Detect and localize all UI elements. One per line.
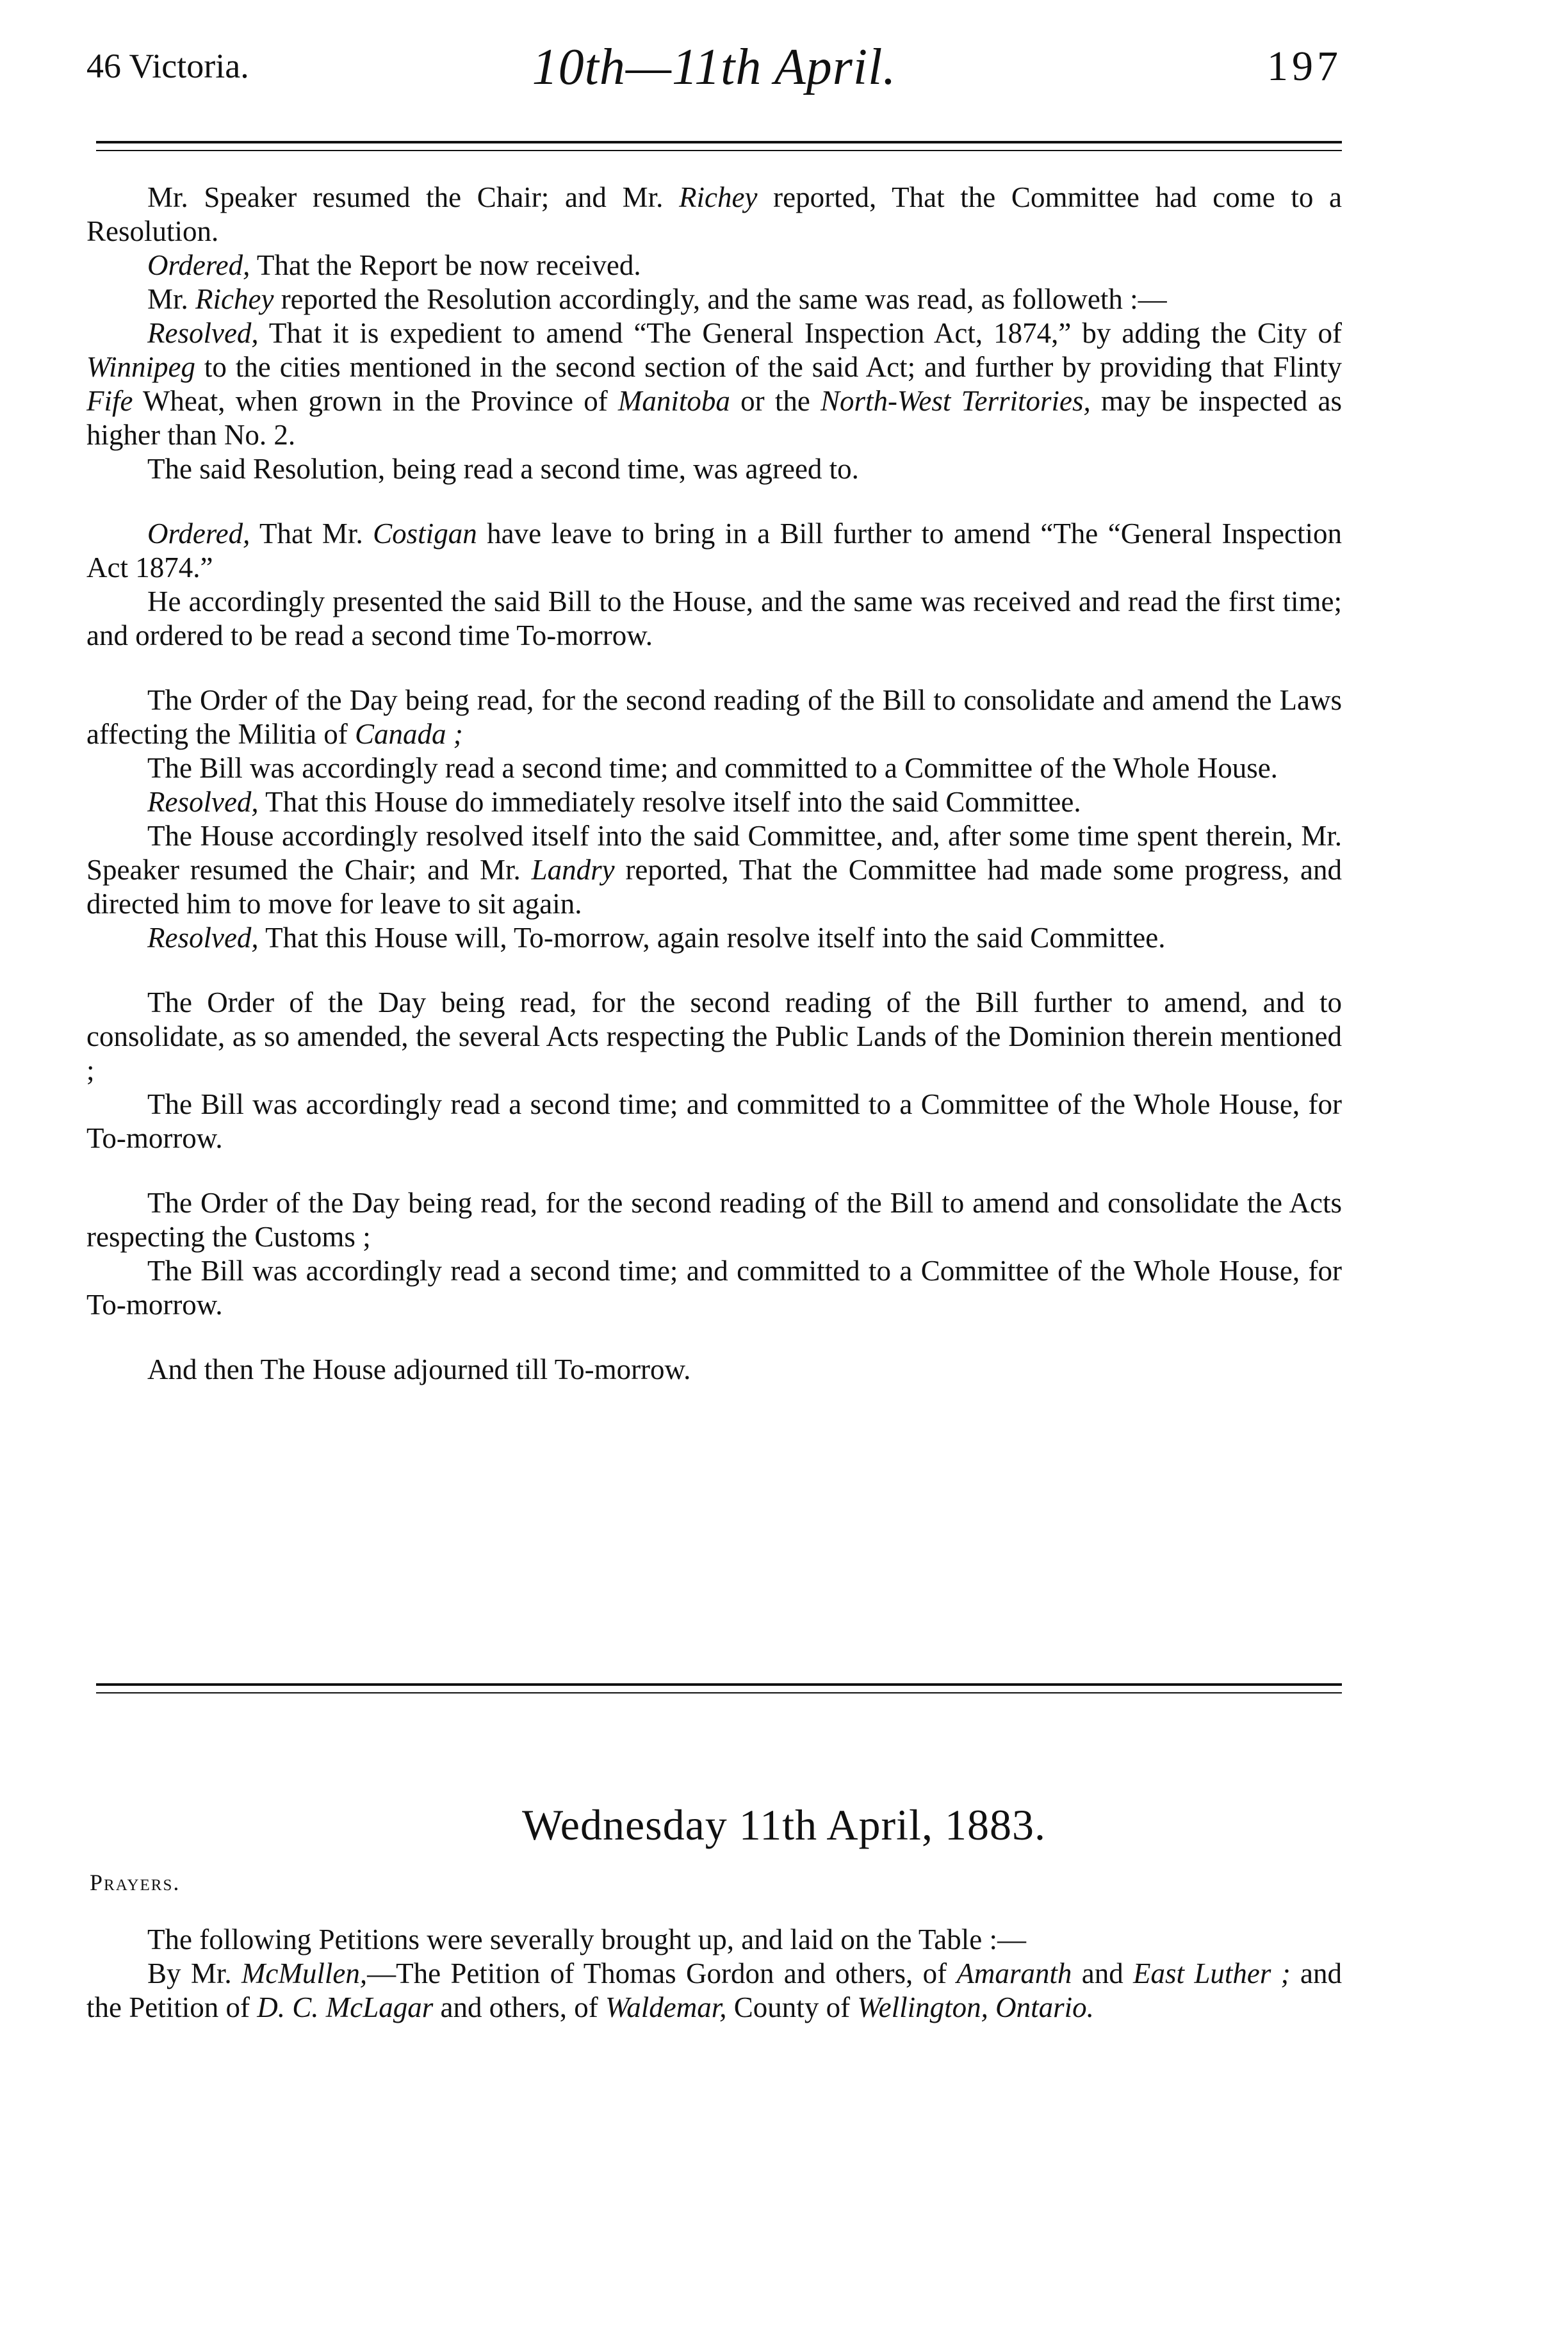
petition-paragraph: By Mr. McMullen,—The Petition of Thomas Gordon and others, of Amaranth and East Luther ; and the Petition of D. C. McLagar and others, of Waldemar, County of Wellington, Ontario. xyxy=(86,1957,1342,2023)
paragraph: The Bill was accordingly read a second time; and committed to a Committee of the Whole House, for To-morrow. xyxy=(86,1255,1342,1321)
day-proceedings xyxy=(86,181,1342,1387)
paragraph: The following Petitions were severally brought up, and laid on the Table :— xyxy=(147,1923,1026,1955)
page-number: 197 xyxy=(1267,43,1342,90)
paragraph: Resolved, That this House will, To-morrow, again resolve itself into the said Committee. xyxy=(147,922,1166,954)
session-label: 46 Victoria. xyxy=(86,47,249,85)
paragraph: The said Resolution, being read a second time, was agreed to. xyxy=(147,453,859,485)
prayers-label: Prayers. xyxy=(90,1870,181,1895)
paragraph: The Bill was accordingly read a second time; and committed to a Committee of the Whole House, for To-morrow. xyxy=(86,1088,1342,1154)
paragraph: Ordered, That the Report be now received. xyxy=(147,249,641,281)
section-gap xyxy=(86,955,1342,986)
section-gap xyxy=(86,1155,1342,1186)
section-gap xyxy=(86,1322,1342,1353)
header-rule xyxy=(96,141,1342,151)
day-end-rule xyxy=(96,1683,1342,1693)
petitions-section xyxy=(86,1923,1342,2025)
paragraph: The Order of the Day being read, for the second reading of the Bill to consolidate and amend the Laws affecting the Militia of Canada ; xyxy=(86,684,1342,750)
paragraph: Resolved, That this House do immediately resolve itself into the said Committee. xyxy=(147,786,1081,818)
paragraph: The House accordingly resolved itself into the said Committee, and, after some time spent therein, Mr. Speaker resumed the Chair; and Mr. Landry reported, That the Committee had made some progress, and directed him to move for leave to sit again. xyxy=(86,820,1342,920)
paragraph: Mr. Richey reported the Resolution accordingly, and the same was read, as followeth :— xyxy=(147,283,1167,315)
paragraph: The Bill was accordingly read a second time; and committed to a Committee of the Whole House. xyxy=(147,752,1278,784)
adjournment: And then The House adjourned till To-morrow. xyxy=(147,1353,691,1385)
paragraph: Ordered, That Mr. Costigan have leave to bring in a Bill further to amend “The “General Inspection Act 1874.” xyxy=(86,518,1343,584)
resolution-paragraph: Resolved, That it is expedient to amend “The General Inspection Act, 1874,” by adding the City of Winnipeg to the cities mentioned in the second section of the said Act; and further by providing that Flinty Fife Wheat, when grown in the Province of Manitoba or the North-West Territories, may be inspected as higher than No. 2. xyxy=(86,317,1342,451)
running-head xyxy=(86,38,1342,109)
page-date-title: 10th—11th April. xyxy=(532,39,897,95)
section-gap xyxy=(86,486,1342,517)
paragraph: The Order of the Day being read, for the second reading of the Bill further to amend, and to consolidate, as so amended, the several Acts respecting the Public Lands of the Dominion therein mentioned ; xyxy=(86,986,1342,1086)
section-gap xyxy=(86,653,1342,683)
paragraph: Mr. Speaker resumed the Chair; and Mr. Richey reported, That the Committee had come to a Resolution. xyxy=(86,181,1342,247)
paragraph: He accordingly presented the said Bill to the House, and the same was received and read the first time; and ordered to be read a second time To-morrow. xyxy=(86,585,1342,651)
paragraph: The Order of the Day being read, for the second reading of the Bill to amend and consolidate the Acts respecting the Customs ; xyxy=(86,1187,1342,1253)
day-heading: Wednesday 11th April, 1883. xyxy=(522,1800,1046,1849)
